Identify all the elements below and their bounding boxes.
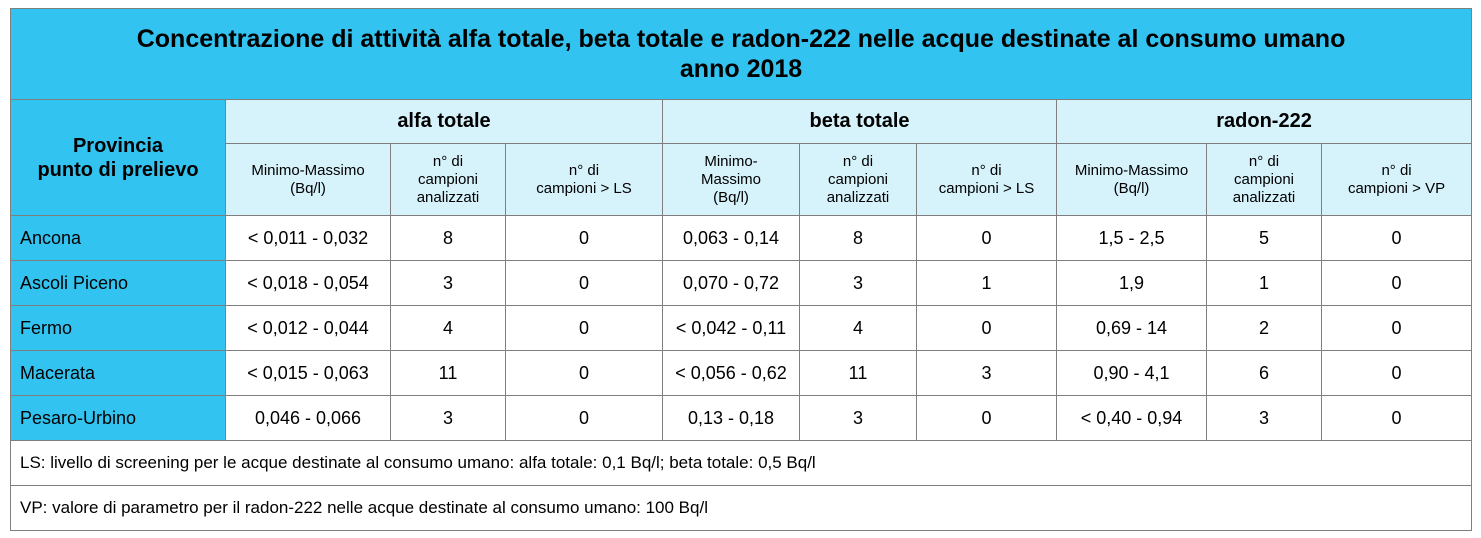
sub-header-cell bbox=[1207, 144, 1322, 216]
concentration-table bbox=[10, 8, 1472, 531]
value-cell: 2 bbox=[1207, 306, 1322, 351]
province-cell: Macerata bbox=[11, 351, 226, 396]
group-header-alfa: alfa totale bbox=[226, 100, 663, 144]
sub-header-cell bbox=[917, 144, 1057, 216]
sub-header-text: campioni > LS bbox=[938, 179, 1035, 197]
value-cell: 11 bbox=[800, 351, 917, 396]
value-cell: 1 bbox=[917, 261, 1057, 306]
value-cell: 1 bbox=[1207, 261, 1322, 306]
value-cell: < 0,40 - 0,94 bbox=[1057, 396, 1207, 441]
province-cell: Pesaro-Urbino bbox=[11, 396, 226, 441]
table-row bbox=[11, 216, 1472, 261]
sub-header-text: (Bq/l) bbox=[290, 179, 326, 197]
value-cell: < 0,042 - 0,11 bbox=[663, 306, 800, 351]
value-cell: 1,9 bbox=[1057, 261, 1207, 306]
value-cell: 0,90 - 4,1 bbox=[1057, 351, 1207, 396]
sub-header-text: campioni bbox=[1233, 170, 1295, 188]
sub-header-text: n° di bbox=[971, 161, 1002, 179]
sub-header-text: Minimo-Massimo bbox=[251, 161, 365, 179]
sub-header-text: analizzati bbox=[1232, 188, 1296, 206]
value-cell: < 0,056 - 0,62 bbox=[663, 351, 800, 396]
value-cell: 0 bbox=[506, 216, 663, 261]
value-cell: 0 bbox=[1322, 351, 1472, 396]
value-cell: 3 bbox=[1207, 396, 1322, 441]
value-cell: 0 bbox=[1322, 396, 1472, 441]
province-cell: Ancona bbox=[11, 216, 226, 261]
sub-header-cell bbox=[800, 144, 917, 216]
note-ls: LS: livello di screening per le acque destinate al consumo umano: alfa totale: 0,1 Bq/l; beta totale: 0,5 Bq/l bbox=[11, 441, 1472, 486]
value-cell: 1,5 - 2,5 bbox=[1057, 216, 1207, 261]
sub-header-text: n° di bbox=[568, 161, 600, 179]
note-vp: VP: valore di parametro per il radon-222 nelle acque destinate al consumo umano: 100 Bq/l bbox=[11, 486, 1472, 531]
value-cell: 6 bbox=[1207, 351, 1322, 396]
sub-header-text: analizzati bbox=[826, 188, 890, 206]
table-body bbox=[11, 216, 1472, 441]
value-cell: 5 bbox=[1207, 216, 1322, 261]
sub-header-cell bbox=[391, 144, 506, 216]
sub-header-text: campioni > VP bbox=[1347, 179, 1446, 197]
province-cell: Ascoli Piceno bbox=[11, 261, 226, 306]
value-cell: 4 bbox=[800, 306, 917, 351]
value-cell: 0 bbox=[506, 306, 663, 351]
table-row bbox=[11, 351, 1472, 396]
value-cell: 11 bbox=[391, 351, 506, 396]
table-row bbox=[11, 396, 1472, 441]
sub-header-text: campioni > LS bbox=[536, 179, 632, 197]
value-cell: 3 bbox=[391, 396, 506, 441]
value-cell: 0 bbox=[506, 261, 663, 306]
sub-header-text: n° di bbox=[432, 152, 464, 170]
table-row bbox=[11, 306, 1472, 351]
sub-header-cell bbox=[226, 144, 391, 216]
value-cell: < 0,012 - 0,044 bbox=[226, 306, 391, 351]
title-line-2: anno 2018 bbox=[679, 55, 803, 83]
title-line-1: Concentrazione di attività alfa totale, beta totale e radon-222 nelle acque destinate al consumo umano bbox=[136, 25, 1346, 53]
value-cell: 0 bbox=[1322, 306, 1472, 351]
sub-header-text: n° di bbox=[1248, 152, 1280, 170]
value-cell: 0,13 - 0,18 bbox=[663, 396, 800, 441]
value-cell: 0 bbox=[917, 396, 1057, 441]
value-cell: 0 bbox=[506, 396, 663, 441]
value-cell: 0 bbox=[917, 216, 1057, 261]
value-cell: 0 bbox=[506, 351, 663, 396]
value-cell: 8 bbox=[391, 216, 506, 261]
sub-header-cell bbox=[1322, 144, 1472, 216]
sub-header-text: n° di bbox=[842, 152, 874, 170]
value-cell: 0,070 - 0,72 bbox=[663, 261, 800, 306]
provincia-header-line-1: Provincia bbox=[72, 134, 164, 157]
sub-header-text: (Bq/l) bbox=[713, 188, 749, 206]
sub-header-text: Minimo- bbox=[704, 152, 758, 170]
provincia-header bbox=[11, 100, 226, 216]
sub-header-cell bbox=[506, 144, 663, 216]
sub-header-text: analizzati bbox=[416, 188, 480, 206]
table-container bbox=[10, 8, 1471, 531]
value-cell: 0,063 - 0,14 bbox=[663, 216, 800, 261]
table-row bbox=[11, 261, 1472, 306]
sub-header-cell bbox=[1057, 144, 1207, 216]
sub-header-text: (Bq/l) bbox=[1113, 179, 1150, 197]
group-header-beta: beta totale bbox=[663, 100, 1057, 144]
sub-header-row bbox=[11, 144, 1472, 216]
value-cell: 0 bbox=[1322, 261, 1472, 306]
sub-header-text: n° di bbox=[1381, 161, 1412, 179]
value-cell: 0 bbox=[1322, 216, 1472, 261]
sub-header-cell bbox=[663, 144, 800, 216]
value-cell: 3 bbox=[391, 261, 506, 306]
value-cell: 0,046 - 0,066 bbox=[226, 396, 391, 441]
value-cell: 0,69 - 14 bbox=[1057, 306, 1207, 351]
table-title bbox=[11, 9, 1472, 100]
value-cell: 4 bbox=[391, 306, 506, 351]
sub-header-text: campioni bbox=[827, 170, 889, 188]
value-cell: 3 bbox=[800, 396, 917, 441]
value-cell: < 0,011 - 0,032 bbox=[226, 216, 391, 261]
sub-header-text: campioni bbox=[417, 170, 479, 188]
sub-header-text: Massimo bbox=[700, 170, 761, 188]
value-cell: 3 bbox=[800, 261, 917, 306]
value-cell: 0 bbox=[917, 306, 1057, 351]
value-cell: 8 bbox=[800, 216, 917, 261]
group-header-radon: radon-222 bbox=[1057, 100, 1472, 144]
value-cell: 3 bbox=[917, 351, 1057, 396]
sub-header-text: Minimo-Massimo bbox=[1074, 161, 1189, 179]
provincia-header-line-2: punto di prelievo bbox=[37, 158, 199, 181]
value-cell: < 0,018 - 0,054 bbox=[226, 261, 391, 306]
value-cell: < 0,015 - 0,063 bbox=[226, 351, 391, 396]
province-cell: Fermo bbox=[11, 306, 226, 351]
